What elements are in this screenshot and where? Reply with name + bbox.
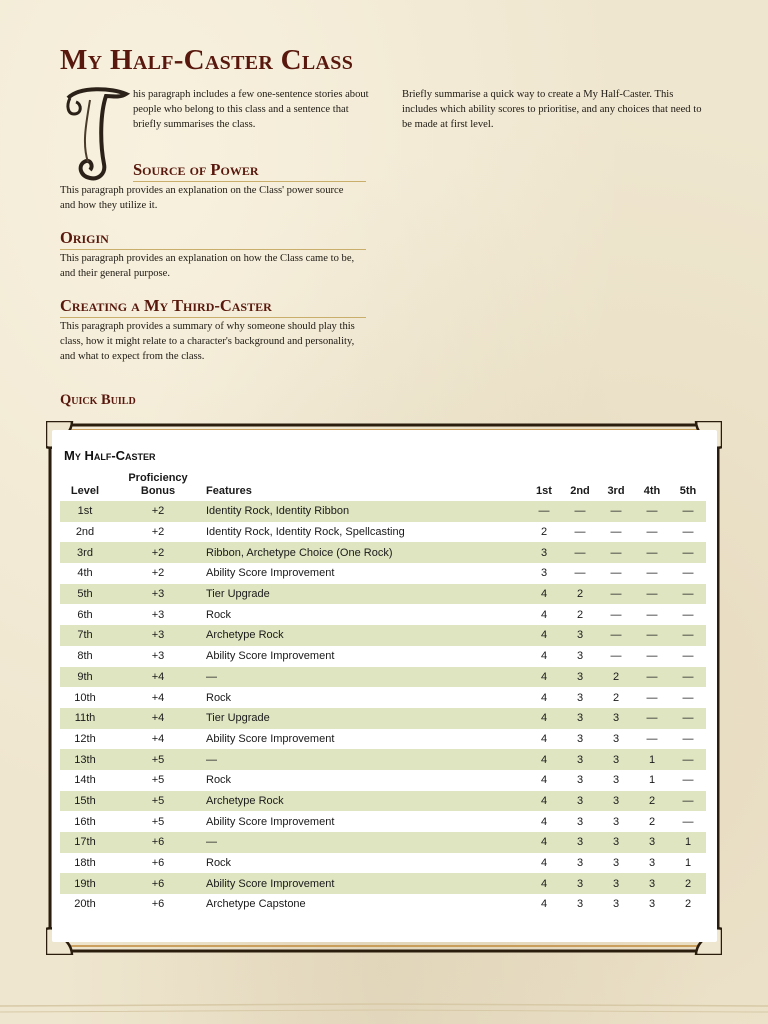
cell-proficiency: +2 (110, 501, 206, 522)
cell-slot-3rd: 3 (612, 774, 620, 787)
cell-slot-4th: 1 (648, 774, 656, 787)
cell-features: Rock (206, 691, 232, 704)
cell-slot-1st: 4 (540, 650, 548, 663)
cell-level: 10th (74, 691, 96, 704)
cell-slot-1st: 4 (540, 691, 548, 704)
cell-slot-1st: 4 (540, 608, 548, 621)
cell-proficiency: +2 (110, 542, 206, 563)
cell-slot-3rd: 3 (598, 832, 634, 853)
cell-features: Ability Score Improvement (206, 732, 335, 745)
cell-proficiency: +3 (151, 650, 165, 663)
cell-slot-2nd: 3 (562, 749, 598, 770)
cell-slot-2nd: 3 (576, 898, 584, 911)
cell-slot-4th: — (646, 526, 658, 539)
cell-slot-2nd: 3 (576, 857, 584, 870)
cell-slot-1st: 4 (526, 749, 562, 770)
table-row (60, 687, 706, 708)
cell-slot-3rd: 3 (612, 898, 620, 911)
cell-level: 3rd (60, 542, 110, 563)
cell-slot-5th: — (670, 749, 706, 770)
cell-slot-5th: — (670, 625, 706, 646)
cell-slot-4th: 3 (634, 832, 670, 853)
cell-slot-1st: 4 (540, 732, 548, 745)
cell-slot-1st: 4 (540, 857, 548, 870)
cell-slot-2nd: 3 (562, 708, 598, 729)
table-row (60, 770, 706, 791)
cell-slot-5th: — (682, 691, 694, 704)
cell-slot-4th: 3 (634, 873, 670, 894)
table-row (60, 563, 706, 584)
cell-slot-2nd: 2 (562, 584, 598, 605)
paragraph-source-of-power: This paragraph provides an explanation on the Class' power source and how they utilize it. (60, 185, 344, 211)
table-header-row (60, 472, 706, 501)
cell-level: 19th (60, 873, 110, 894)
cell-slot-1st: 4 (540, 815, 548, 828)
cell-slot-2nd: 3 (562, 791, 598, 812)
cell-slot-3rd: — (610, 608, 622, 621)
cell-level: 13th (60, 749, 110, 770)
cell-slot-5th: — (682, 526, 694, 539)
cell-slot-4th: — (634, 667, 670, 688)
cell-proficiency: +4 (151, 691, 165, 704)
cell-slot-4th: 2 (648, 815, 656, 828)
intro-paragraph: his paragraph includes a few one-sentence stories about people who belong to this class and a sentence that briefly summarises the class. (133, 89, 369, 130)
cell-slot-4th: — (634, 584, 670, 605)
cell-features: Ribbon, Archetype Choice (One Rock) (206, 542, 526, 563)
table-title: My Half-Caster (64, 448, 156, 463)
table-row (60, 749, 706, 770)
cell-slot-4th: — (646, 567, 658, 580)
cell-level: 17th (60, 832, 110, 853)
cell-slot-4th: — (646, 650, 658, 663)
cell-proficiency: +6 (110, 873, 206, 894)
cell-features: — (206, 749, 526, 770)
heading-quick-build: Quick Build (60, 392, 136, 408)
cell-slot-2nd: 3 (576, 774, 584, 787)
cell-slot-5th: — (682, 650, 694, 663)
cell-slot-1st: 3 (526, 542, 562, 563)
cell-features: Archetype Rock (206, 625, 526, 646)
cell-slot-2nd: 3 (562, 832, 598, 853)
cell-slot-2nd: 3 (576, 732, 584, 745)
cell-slot-2nd: 2 (576, 608, 584, 621)
table-row (60, 584, 706, 605)
cell-slot-1st: 4 (526, 873, 562, 894)
cell-slot-5th: — (670, 501, 706, 522)
cell-features: Ability Score Improvement (206, 650, 335, 663)
cell-slot-4th: — (646, 732, 658, 745)
cell-features: Archetype Rock (206, 791, 526, 812)
cell-slot-4th: — (634, 542, 670, 563)
table-row (60, 522, 706, 543)
cell-slot-5th: — (682, 732, 694, 745)
table-row (60, 832, 706, 853)
cell-features: Rock (206, 857, 232, 870)
cell-proficiency: +2 (151, 526, 165, 539)
cell-level: 18th (74, 857, 96, 870)
cell-features: Ability Score Improvement (206, 873, 526, 894)
cell-features: Rock (206, 608, 232, 621)
cell-slot-3rd: 3 (612, 732, 620, 745)
cell-slot-3rd: — (598, 542, 634, 563)
cell-slot-1st: 4 (540, 898, 548, 911)
table-row (60, 501, 706, 522)
cell-level: 7th (60, 625, 110, 646)
header-slot-4th: 4th (643, 484, 661, 497)
table-row (60, 646, 706, 667)
cell-slot-5th: — (670, 584, 706, 605)
cell-slot-5th: — (682, 774, 694, 787)
cell-features: Ability Score Improvement (206, 815, 335, 828)
cell-slot-3rd: 3 (598, 791, 634, 812)
cell-proficiency: +3 (151, 608, 165, 621)
cell-slot-1st: 4 (526, 832, 562, 853)
cell-level: 2nd (75, 526, 95, 539)
cell-slot-1st: 3 (540, 567, 548, 580)
cell-proficiency: +5 (110, 749, 206, 770)
cell-features: Rock (206, 774, 232, 787)
cell-slot-4th: 1 (634, 749, 670, 770)
table-row (60, 625, 706, 646)
cell-slot-1st: 4 (526, 791, 562, 812)
cell-slot-4th: — (646, 608, 658, 621)
cell-features: Archetype Capstone (206, 898, 306, 911)
table-row (60, 894, 706, 915)
cell-slot-4th: — (634, 501, 670, 522)
cell-proficiency: +3 (110, 625, 206, 646)
cell-slot-4th: — (634, 625, 670, 646)
cell-slot-2nd: — (562, 542, 598, 563)
cell-features: — (206, 832, 526, 853)
paragraph-origin: This paragraph provides an explanation on how the Class came to be, and their general purpose. (60, 253, 355, 279)
cell-slot-3rd: 3 (612, 857, 620, 870)
cell-level: 8th (77, 650, 93, 663)
cell-features: — (206, 667, 526, 688)
cell-slot-4th: 3 (648, 898, 656, 911)
cell-proficiency: +4 (151, 732, 165, 745)
header-slot-1st: 1st (536, 484, 552, 497)
cell-slot-5th: 1 (684, 857, 692, 870)
table-row (60, 729, 706, 750)
page-title: My Half-Caster Class (60, 44, 354, 76)
cell-proficiency: +5 (151, 815, 165, 828)
cell-level: 16th (74, 815, 96, 828)
cell-slot-1st: 4 (540, 774, 548, 787)
cell-slot-2nd: — (574, 526, 586, 539)
cell-level: 4th (77, 567, 93, 580)
header-proficiency: Proficiency Bonus (128, 472, 188, 497)
table-row (60, 873, 706, 894)
cell-slot-1st: 4 (526, 625, 562, 646)
cell-slot-5th: — (682, 567, 694, 580)
cell-proficiency: +5 (151, 774, 165, 787)
heading-source-of-power: Source of Power (133, 160, 366, 182)
cell-slot-1st: — (526, 501, 562, 522)
table-row (60, 708, 706, 729)
header-level: Level (70, 484, 100, 497)
cell-slot-2nd: 3 (562, 625, 598, 646)
cell-slot-4th: — (646, 691, 658, 704)
cell-slot-1st: 4 (526, 584, 562, 605)
table-row (60, 542, 706, 563)
cell-slot-5th: 1 (670, 832, 706, 853)
cell-slot-1st: 4 (526, 708, 562, 729)
cell-level: 5th (60, 584, 110, 605)
cell-proficiency: +3 (110, 584, 206, 605)
cell-slot-5th: — (670, 791, 706, 812)
table-row (60, 811, 706, 832)
cell-proficiency: +4 (110, 708, 206, 729)
class-table (60, 472, 706, 915)
header-slot-3rd: 3rd (607, 484, 625, 497)
cell-level: 12th (74, 732, 96, 745)
header-slot-5th: 5th (679, 484, 697, 497)
cell-level: 6th (77, 608, 93, 621)
cell-slot-2nd: 3 (562, 667, 598, 688)
cell-features: Tier Upgrade (206, 584, 526, 605)
cell-slot-3rd: — (598, 584, 634, 605)
table-row (60, 667, 706, 688)
cell-slot-2nd: 3 (576, 815, 584, 828)
table-row (60, 853, 706, 874)
cell-slot-3rd: 3 (612, 815, 620, 828)
heading-origin: Origin (60, 228, 366, 250)
header-slot-2nd: 2nd (570, 484, 590, 497)
cell-slot-5th: 2 (684, 898, 692, 911)
cell-proficiency: +4 (110, 667, 206, 688)
cell-slot-4th: 2 (634, 791, 670, 812)
cell-slot-3rd: 2 (612, 691, 620, 704)
cell-slot-2nd: — (574, 567, 586, 580)
dropcap (60, 84, 132, 184)
cell-level: 9th (60, 667, 110, 688)
cell-slot-5th: — (682, 815, 694, 828)
cell-proficiency: +5 (110, 791, 206, 812)
cell-slot-3rd: — (610, 650, 622, 663)
cell-proficiency: +6 (151, 857, 165, 870)
header-features: Features (206, 484, 252, 497)
cell-slot-2nd: — (562, 501, 598, 522)
quick-build-paragraph: Briefly summarise a quick way to create a My Half-Caster. This includes which ability scores to prioritise, and any choices that need to be made at first level. (402, 89, 702, 130)
cell-features: Identity Rock, Identity Rock, Spellcasting (206, 526, 405, 539)
cell-features: Tier Upgrade (206, 708, 526, 729)
cell-slot-3rd: 2 (598, 667, 634, 688)
footer-ornament (0, 998, 768, 1024)
cell-slot-3rd: 3 (598, 708, 634, 729)
cell-slot-5th: — (670, 708, 706, 729)
cell-slot-5th: — (682, 608, 694, 621)
cell-slot-2nd: 3 (562, 873, 598, 894)
cell-level: 1st (60, 501, 110, 522)
cell-proficiency: +2 (151, 567, 165, 580)
cell-slot-5th: — (670, 542, 706, 563)
cell-level: 20th (74, 898, 96, 911)
cell-level: 15th (60, 791, 110, 812)
cell-slot-1st: 4 (526, 667, 562, 688)
cell-slot-2nd: 3 (576, 691, 584, 704)
cell-features: Identity Rock, Identity Ribbon (206, 501, 526, 522)
cell-slot-3rd: — (610, 567, 622, 580)
cell-proficiency: +6 (110, 832, 206, 853)
cell-slot-3rd: — (610, 526, 622, 539)
cell-slot-1st: 2 (540, 526, 548, 539)
cell-features: Ability Score Improvement (206, 567, 335, 580)
cell-slot-3rd: 3 (598, 749, 634, 770)
cell-slot-5th: 2 (670, 873, 706, 894)
cell-level: 11th (60, 708, 110, 729)
cell-slot-5th: — (670, 667, 706, 688)
cell-slot-3rd: — (598, 625, 634, 646)
cell-slot-3rd: — (598, 501, 634, 522)
cell-proficiency: +6 (151, 898, 165, 911)
paragraph-creating: This paragraph provides a summary of why someone should play this class, how it might relate to a character's background and personality, and what to expect from the class. (60, 321, 355, 362)
table-row (60, 791, 706, 812)
cell-level: 14th (74, 774, 96, 787)
cell-slot-4th: 3 (648, 857, 656, 870)
cell-slot-4th: — (634, 708, 670, 729)
cell-slot-3rd: 3 (598, 873, 634, 894)
table-row (60, 604, 706, 625)
heading-creating: Creating a My Third-Caster (60, 296, 366, 318)
cell-slot-2nd: 3 (576, 650, 584, 663)
